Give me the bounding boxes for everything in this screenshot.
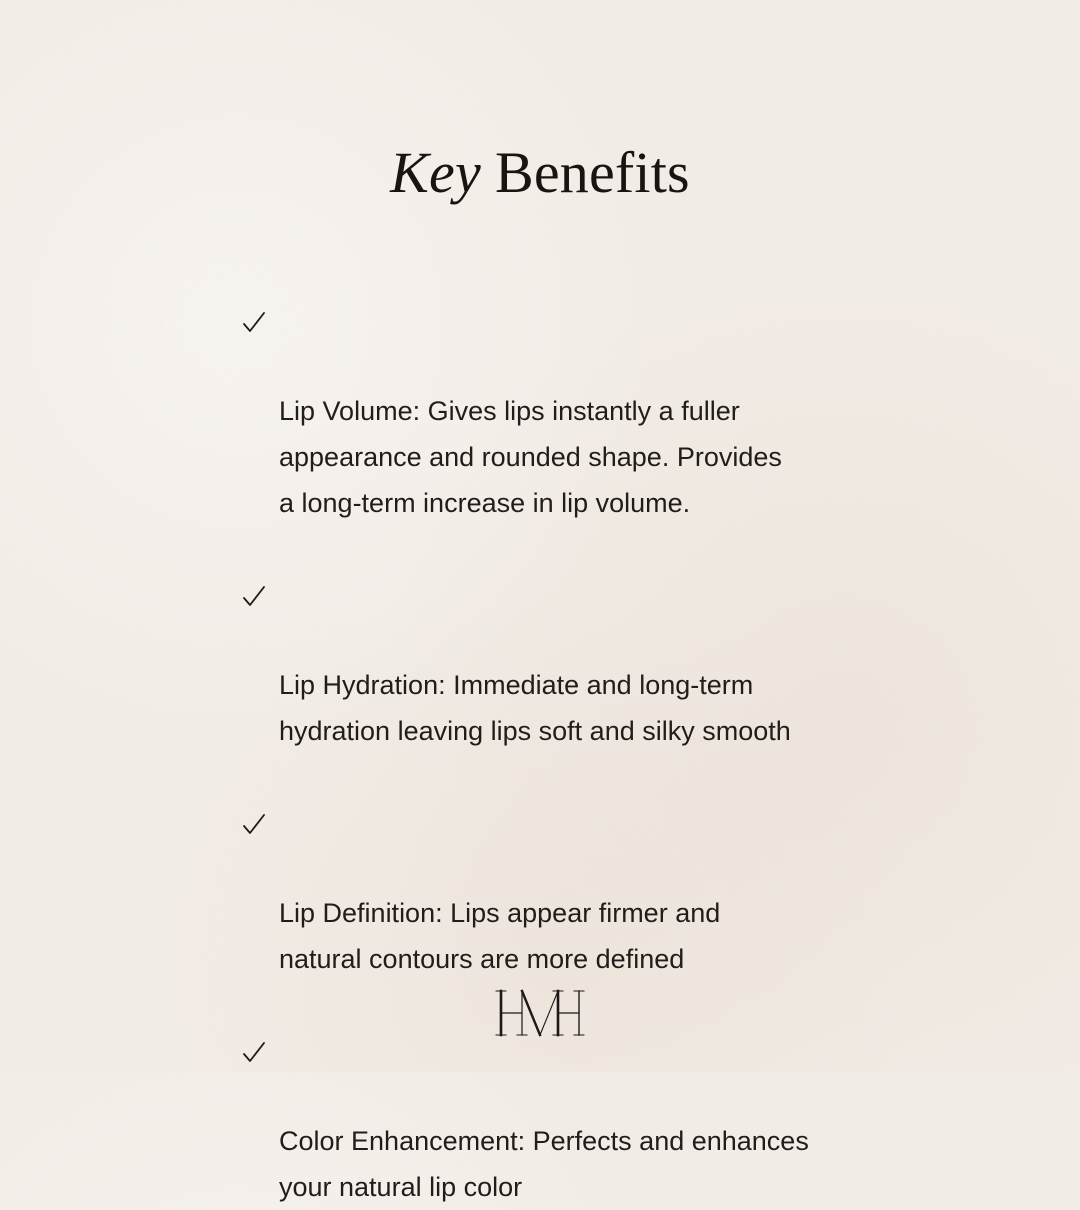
title-regular-word: Benefits bbox=[494, 140, 690, 205]
hmh-monogram-logo bbox=[491, 984, 589, 1042]
check-icon bbox=[240, 570, 268, 616]
page-title bbox=[0, 134, 1080, 212]
benefit-item-lip-hydration bbox=[240, 570, 850, 754]
check-icon bbox=[240, 798, 268, 844]
benefit-item-lip-definition bbox=[240, 798, 850, 982]
benefit-text: Lip Volume: Gives lips instantly a fuller appearance and rounded shape. Provides a long-term increase in lip volume. bbox=[279, 396, 782, 518]
benefit-item-color-enhancement bbox=[240, 1026, 850, 1210]
check-icon bbox=[240, 296, 268, 342]
title-italic-word: Key bbox=[390, 140, 481, 205]
benefit-item-lip-volume bbox=[240, 296, 850, 526]
benefits-list bbox=[240, 296, 850, 1210]
check-icon bbox=[240, 1026, 268, 1072]
benefit-text: Lip Definition: Lips appear firmer and natural contours are more defined bbox=[279, 898, 721, 974]
benefit-text: Color Enhancement: Perfects and enhances your natural lip color bbox=[279, 1126, 809, 1202]
benefit-text: Lip Hydration: Immediate and long-term hydration leaving lips soft and silky smooth bbox=[279, 670, 791, 746]
